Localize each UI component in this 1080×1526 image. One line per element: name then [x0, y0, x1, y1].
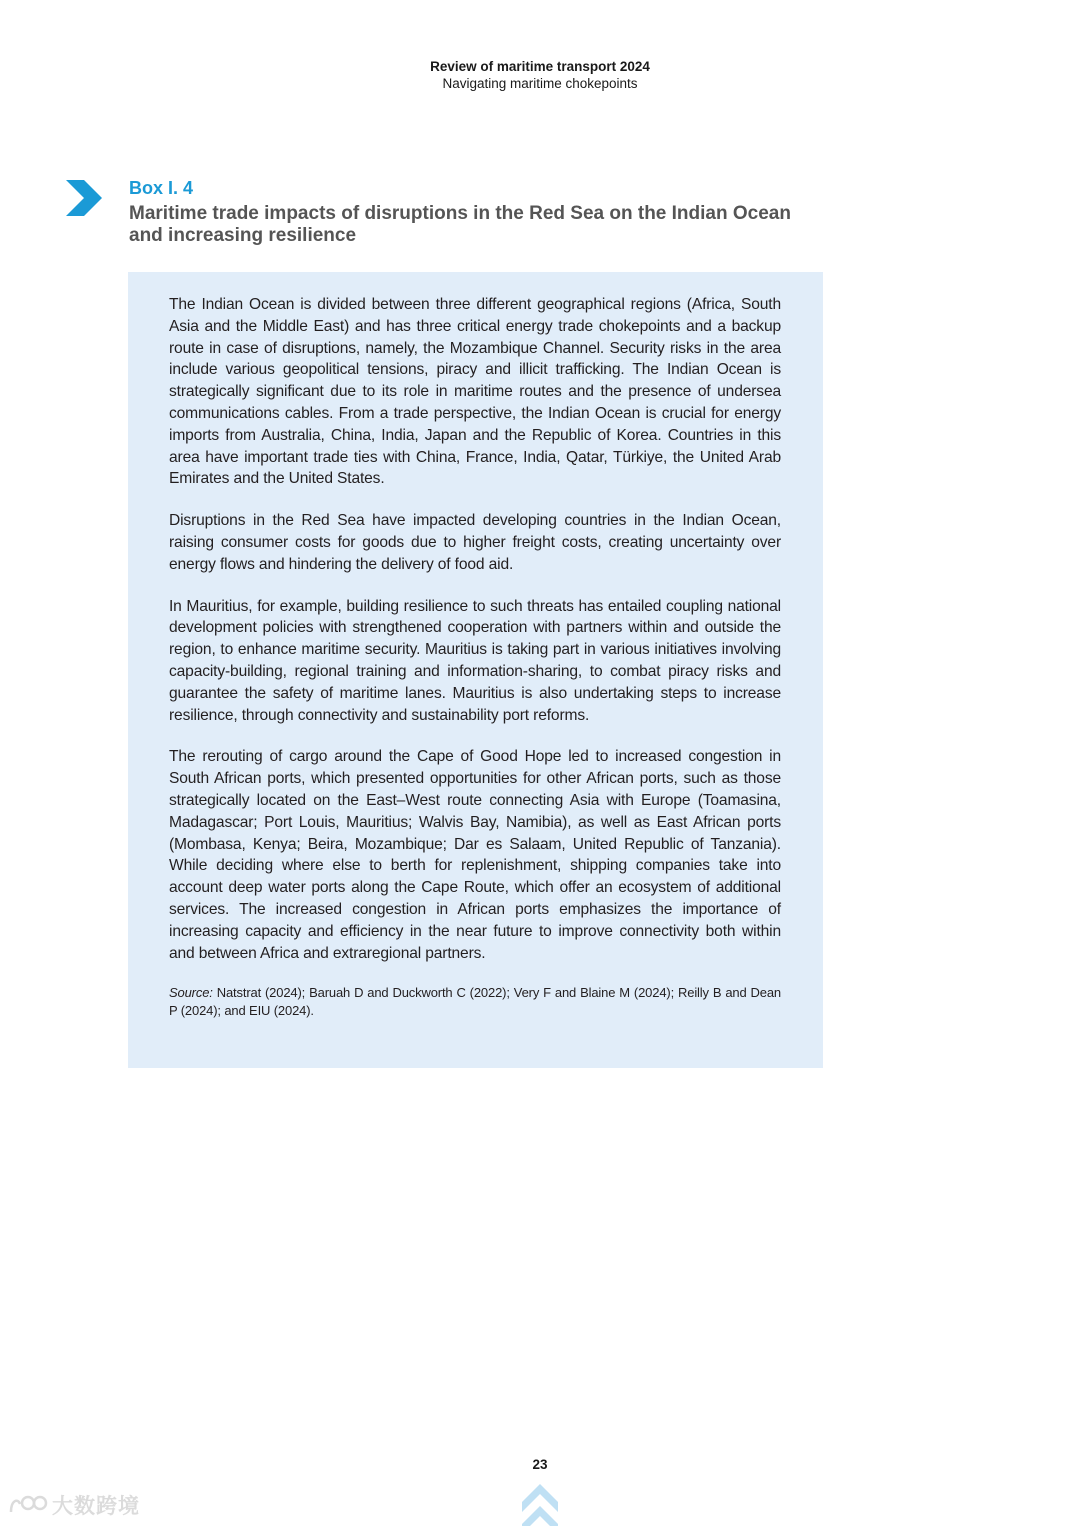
running-head [0, 58, 1080, 92]
source-text: Natstrat (2024); Baruah D and Duckworth C (2022); Very F and Blaine M (2024); Reilly B and Dean P (2024); and EIU (2024). [169, 985, 781, 1019]
box-paragraph: In Mauritius, for example, building resilience to such threats has entailed coupling national development policies with strengthened cooperation with partners within and outside the region, to enhance maritime security. Mauritius is taking part in various initiatives involving capacity-building, regional training and information-sharing, to combat piracy risks and guarantee the safety of maritime lanes. Mauritius is also undertaking steps to increase resilience, through connectivity and sustainability port reforms. [169, 597, 781, 724]
box-paragraph: Disruptions in the Red Sea have impacted developing countries in the Indian Ocean, raising consumer costs for goods due to higher freight costs, creating uncertainty over energy flows and hindering the delivery of food aid. [169, 512, 781, 573]
box-label: Box I. 4 [129, 178, 194, 198]
box-paragraph: The Indian Ocean is divided between three different geographical regions (Africa, South Asia and the Middle East) and has three critical energy trade chokepoints and a backup route in case of disruptions, namely, the Mozambique Channel. Security risks in the area include various geopolitical tensions, piracy and illicit trafficking. The Indian Ocean is strategically significant due to its role in maritime routes and the presence of undersea communications cables. From a trade perspective, the Indian Ocean is crucial for energy imports from Australia, China, India, Japan and the Republic of Korea. Countries in this area have important trade ties with China, France, India, Qatar, Türkiye, the United Arab Emirates and the United States. [169, 296, 781, 488]
chevron-right-icon [64, 178, 104, 218]
source-label: Source: [169, 985, 213, 1001]
box-panel [128, 272, 823, 1068]
box-title: Maritime trade impacts of disruptions in the Red Sea on the Indian Ocean and increasing resilience [129, 203, 791, 246]
report-title: Review of maritime transport 2024 [430, 59, 650, 74]
double-chevron-up-icon [522, 1484, 558, 1526]
watermark [8, 1490, 140, 1520]
box-paragraph: The rerouting of cargo around the Cape of Good Hope led to increased congestion in South African ports, which presented opportunities for other African ports, such as those strategically located on the East–West route connecting Asia with Europe (Toamasina, Madagascar; Port Louis, Mauritius; Walvis Bay, Namibia), as well as East African ports (Mombasa, Kenya; Beira, Mozambique; Dar es Salaam, United Republic of Tanzania). While deciding where else to berth for replenishment, shipping companies take into account deep water ports along the Cape Route, which offer an ecosystem of additional services. The increased congestion in African ports emphasizes the importance of increasing capacity and efficiency in the near future to improve connectivity both within and between Africa and extraregional partners. [169, 748, 781, 962]
box-content [169, 294, 781, 1020]
report-subtitle: Navigating maritime chokepoints [442, 76, 638, 91]
page-number: 23 [532, 1457, 548, 1472]
watermark-text: 大数跨境 [52, 1495, 140, 1518]
box-source [169, 984, 781, 1020]
watermark-logo-icon [8, 1492, 48, 1518]
